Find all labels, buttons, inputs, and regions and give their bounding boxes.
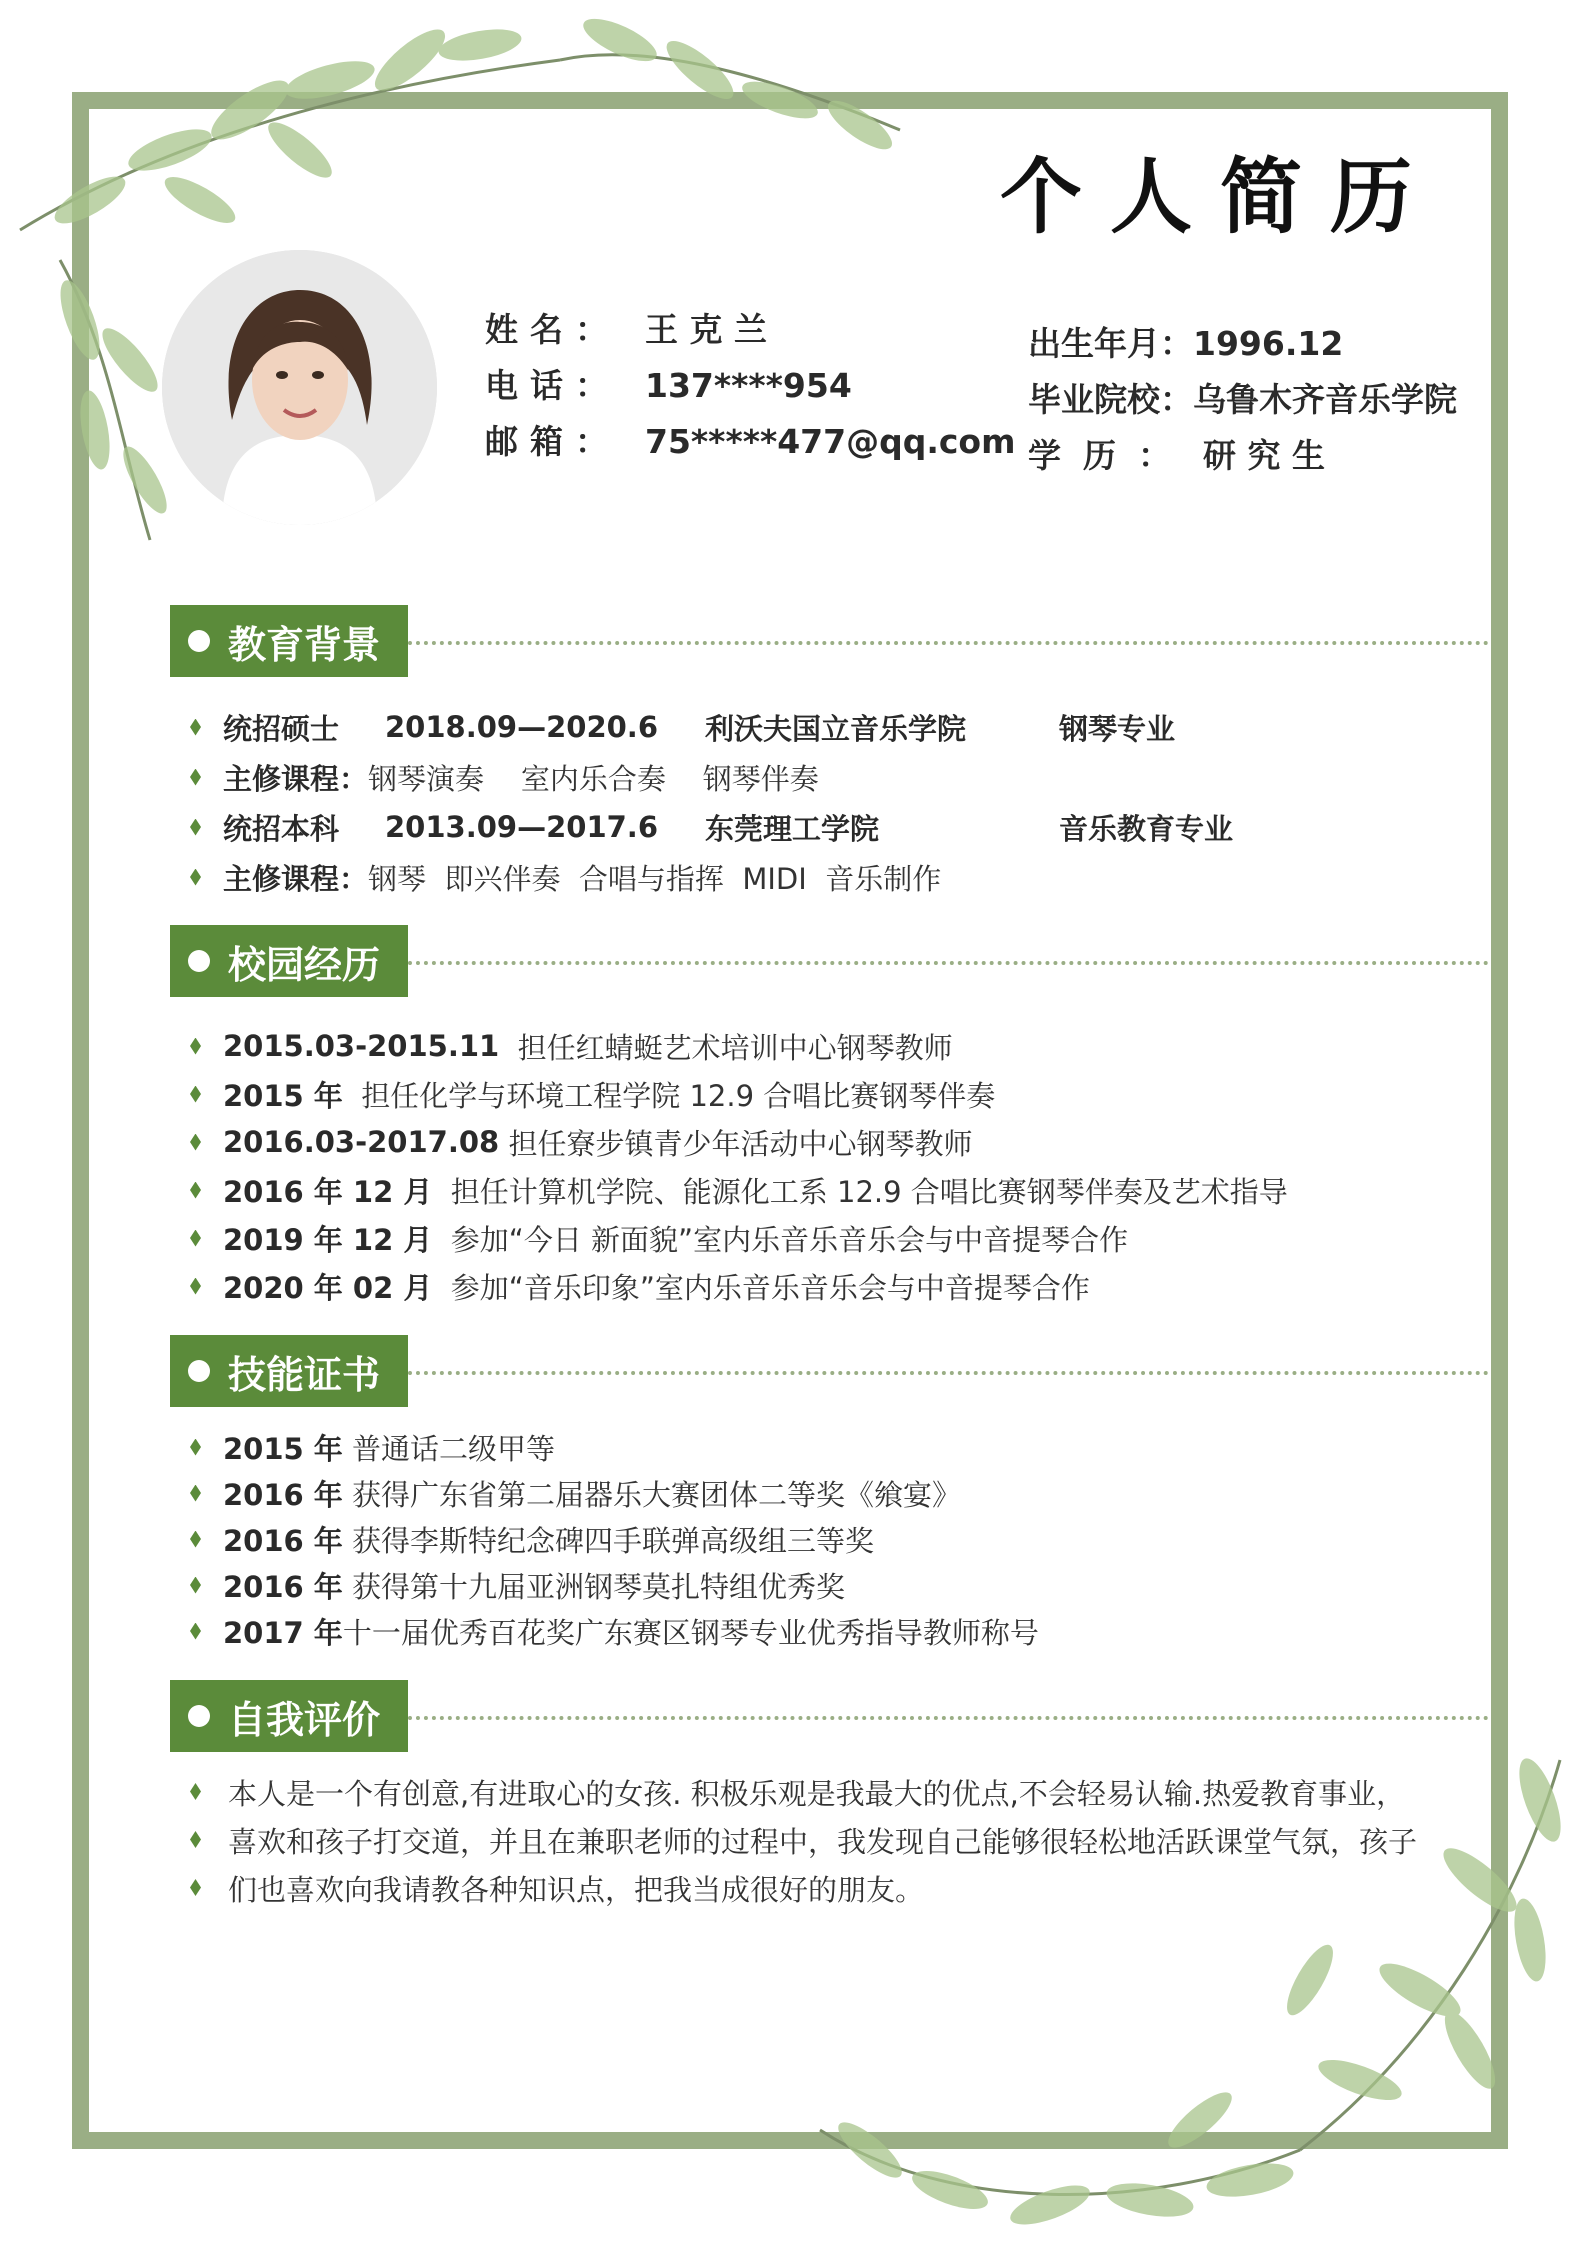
- degree-type: 统招硕士: [223, 711, 340, 746]
- date: 2015.03-2015.11: [223, 1029, 500, 1063]
- dotted-divider: [408, 1371, 1505, 1375]
- courses-label: 主修课程：: [223, 861, 369, 896]
- list-item: [190, 1562, 1039, 1608]
- period: 2013.09—2017.6: [385, 810, 658, 844]
- dotted-divider: [408, 961, 1505, 965]
- dotted-divider: [408, 641, 1505, 645]
- year: 2017 年: [223, 1615, 343, 1650]
- diamond-icon: [190, 869, 201, 886]
- list-item: [190, 1262, 1288, 1310]
- diamond-icon: [190, 769, 201, 786]
- list-item: [190, 1470, 1039, 1516]
- name-value: 王 克 兰: [645, 310, 767, 349]
- text: 获得李斯特纪念碑四手联弹高级组三等奖: [352, 1523, 875, 1558]
- diamond-icon: [190, 1086, 201, 1103]
- dotted-divider: [408, 1716, 1505, 1720]
- text: 十一届优秀百花奖广东赛区钢琴专业优秀指导教师称号: [342, 1615, 1039, 1650]
- courses: 钢琴 即兴伴奏 合唱与指挥 MIDI 音乐制作: [368, 861, 942, 896]
- text: 获得第十九届亚洲钢琴莫扎特组优秀奖: [352, 1569, 846, 1604]
- diamond-icon: [190, 1038, 201, 1055]
- profile-right: [1028, 316, 1457, 484]
- school-value: 乌鲁木齐音乐学院: [1193, 380, 1457, 419]
- email-value: 75*****477@qq.com: [645, 422, 1016, 461]
- diamond-icon: [190, 1278, 201, 1295]
- list-item: [190, 1516, 1039, 1562]
- text: 担任化学与环境工程学院 12.9 合唱比赛钢琴伴奏: [361, 1078, 996, 1113]
- diamond-icon: [190, 1230, 201, 1247]
- section-tab: [170, 605, 408, 677]
- text: 获得广东省第二届器乐大赛团体二等奖《飨宴》: [352, 1477, 962, 1512]
- major: 钢琴专业: [1059, 711, 1176, 746]
- diamond-icon: [190, 1485, 201, 1502]
- diamond-icon: [190, 1879, 201, 1896]
- text: 参加“今日 新面貌”室内乐音乐音乐会与中音提琴合作: [450, 1222, 1129, 1257]
- diamond-icon: [190, 1783, 201, 1800]
- dot-icon: [188, 630, 210, 652]
- evaluation-bullets: [190, 1770, 223, 1927]
- list-item: [190, 1118, 1288, 1166]
- section-tab: [170, 1335, 408, 1407]
- diamond-icon: [190, 819, 201, 836]
- birth-label: 出生年月：: [1028, 324, 1193, 363]
- dot-icon: [188, 1705, 210, 1727]
- diamond-icon: [190, 719, 201, 736]
- date: 2016.03-2017.08: [223, 1125, 500, 1159]
- phone-label: 电话：: [485, 366, 620, 405]
- evaluation-text: 本人是一个有创意,有进取心的女孩. 积极乐观是我最大的优点,不会轻易认输.热爱教育事业，喜欢和孩子打交道，并且在兼职老师的过程中，我发现自己能够很轻松地活跃课堂气氛，孩子们也喜欢向我请教各种知识点，把我当成很好的朋友。: [228, 1777, 1418, 1907]
- text: 普通话二级甲等: [352, 1431, 556, 1466]
- avatar: [162, 250, 437, 525]
- degree-label: 学历：: [1028, 436, 1193, 475]
- profile-left: [485, 302, 1016, 470]
- section-tab: [170, 1680, 408, 1752]
- list-item: [190, 802, 1233, 852]
- section-title: 校园经历: [228, 942, 381, 987]
- school-label: 毕业院校：: [1028, 380, 1193, 419]
- dot-icon: [188, 950, 210, 972]
- text: 担任寮步镇青少年活动中心钢琴教师: [508, 1126, 973, 1161]
- list-item: [190, 1070, 1288, 1118]
- year: 2016 年: [223, 1477, 343, 1512]
- section-campus: [170, 925, 1505, 997]
- section-evaluation: [170, 1680, 1505, 1752]
- school: 利沃夫国立音乐学院: [705, 711, 967, 746]
- section-education: [170, 605, 1505, 677]
- section-title: 技能证书: [228, 1352, 381, 1397]
- school: 东莞理工学院: [705, 811, 880, 846]
- section-tab: [170, 925, 408, 997]
- dot-icon: [188, 1360, 210, 1382]
- degree-value: 研 究 生: [1203, 436, 1325, 475]
- list-item: [190, 1214, 1288, 1262]
- evaluation-block: [190, 1770, 1430, 1914]
- list-item: [190, 1608, 1039, 1654]
- diamond-icon: [190, 1182, 201, 1199]
- year: 2016 年: [223, 1523, 343, 1558]
- certificate-list: [190, 1424, 1039, 1654]
- section-certificates: [170, 1335, 1505, 1407]
- list-item: [190, 752, 1233, 802]
- list-item: [190, 852, 1233, 902]
- text: 担任红蜻蜓艺术培训中心钢琴教师: [517, 1030, 953, 1065]
- year: 2016 年: [223, 1569, 343, 1604]
- list-item: [190, 1424, 1039, 1470]
- diamond-icon: [190, 1439, 201, 1456]
- list-item: [190, 1022, 1288, 1070]
- text: 参加“音乐印象”室内乐音乐音乐会与中音提琴合作: [450, 1270, 1090, 1305]
- section-title: 自我评价: [228, 1697, 381, 1742]
- courses-label: 主修课程：: [223, 761, 369, 796]
- page-title: 个人简历: [1000, 150, 1441, 245]
- education-list: [190, 702, 1233, 902]
- date: 2020 年 02 月: [223, 1270, 433, 1305]
- name-label: 姓名：: [485, 310, 620, 349]
- list-item: [190, 1166, 1288, 1214]
- birth-value: 1996.12: [1193, 324, 1344, 363]
- date: 2019 年 12 月: [223, 1222, 433, 1257]
- major: 音乐教育专业: [1059, 811, 1234, 846]
- phone-value: 137****954: [645, 366, 852, 405]
- text: 担任计算机学院、能源化工系 12.9 合唱比赛钢琴伴奏及艺术指导: [450, 1174, 1288, 1209]
- diamond-icon: [190, 1623, 201, 1640]
- diamond-icon: [190, 1134, 201, 1151]
- date: 2015 年: [223, 1078, 343, 1113]
- degree-type: 统招本科: [223, 811, 340, 846]
- diamond-icon: [190, 1531, 201, 1548]
- section-title: 教育背景: [228, 622, 381, 667]
- date: 2016 年 12 月: [223, 1174, 433, 1209]
- email-label: 邮箱：: [485, 422, 620, 461]
- period: 2018.09—2020.6: [385, 710, 658, 744]
- campus-list: [190, 1022, 1288, 1310]
- courses: 钢琴演奏 室内乐合奏 钢琴伴奏: [368, 761, 819, 796]
- list-item: [190, 702, 1233, 752]
- year: 2015 年: [223, 1431, 343, 1466]
- diamond-icon: [190, 1831, 201, 1848]
- diamond-icon: [190, 1577, 201, 1594]
